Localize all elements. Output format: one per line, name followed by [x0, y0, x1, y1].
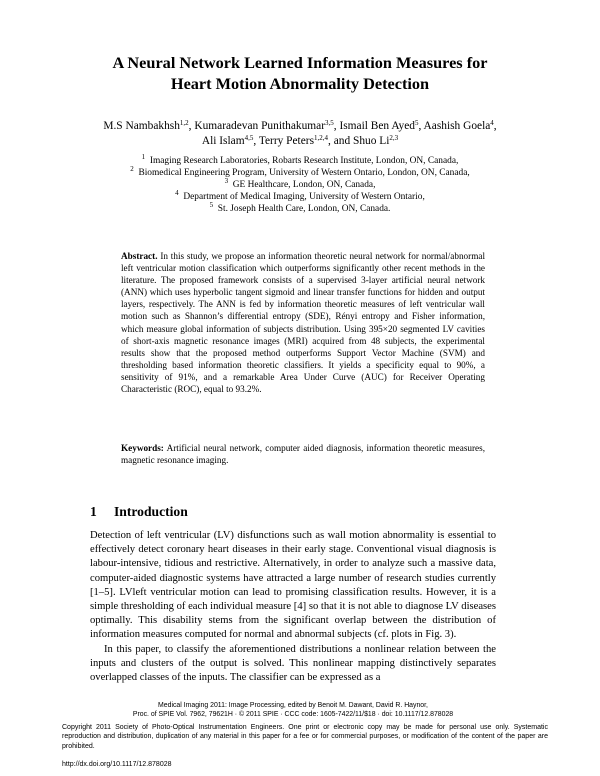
- author-affil-sup: 4,5: [244, 134, 254, 142]
- author-affil-sup: 3,5: [325, 119, 334, 127]
- author-affil-sup: 1,2: [179, 119, 189, 127]
- author-affil-sup: 5: [414, 119, 419, 127]
- section-heading: [90, 504, 188, 520]
- author-name: M.S Nambakhsh: [103, 120, 180, 132]
- abstract: [121, 250, 485, 395]
- author-name: Aashish Goela: [423, 120, 491, 132]
- author-name: Ismail Ben Ayed: [339, 120, 415, 132]
- author-name: Terry Peters: [258, 135, 314, 147]
- body-text: [90, 529, 496, 685]
- author-affil-sup: 4: [490, 119, 494, 127]
- affiliation: $^3$ GE Healthcare, London, ON, Canada,: [224, 177, 376, 190]
- abstract-text: In this study, we propose an information theoretic neural network for normal/abnormal left ventricular motion classification which outperforms significantly other recent methods in the literature. The proposed framework consists of a supervised 3-layer artificial neural network (ANN) which uses hyperbolic tangent sigmoid and linear transfer functions for hidden and output layers, respectively. The ANN is fed by information theoretic measures of left ventricular wall motion such as Shannon’s differential entropy (SDE), Rényi entropy and Fisher information, which measure global information of subjects distribution. Using 395×20 segmented LV cavities of short-axis magnetic resonance images (MRI) acquired from 48 subjects, the experimental results show that the proposed method outperforms Support Vector Machine (SVM) and thresholding based information theoretic classifiers. It yields a specificity equal to 90%, a sensitivity of 91%, and a remarkable Area Under Curve (AUC) for Receiver Operating Characteristic (ROC), equal to 93.2%.: [121, 251, 485, 395]
- paper-title: [40, 52, 560, 94]
- abstract-label: Abstract.: [121, 251, 158, 261]
- keywords-text: Artificial neural network, computer aided diagnosis, information theoretic measures, magnetic resonance imaging.: [121, 443, 485, 466]
- paragraph: Detection of left ventricular (LV) disfunctions such as wall motion abnormality is essential to effectively detect coronary heart diseases in their early stage. Conventional visual diagnosis is labour-intensive, tidious and restrictive. Alternatively, in order to analyze such a massive data, computer-aided diagnostic systems have attracted a large number of research studies currently [1–5]. LVleft ventricular motion can lead to promising classification results. However, it is a simple thresholding of each individual measure [4] so that it is not able to diagnose LV diseases optimally. This disability stems from the significant overlap between the distribution of information measures computed for normal and abnormal subjects (cf. plots in Fig. 3).: [90, 530, 496, 641]
- footer-line-1: Medical Imaging 2011: Image Processing, edited by Benoit M. Dawant, David R. Haynor,: [158, 702, 428, 709]
- keywords: [121, 442, 485, 466]
- affiliation: $^5$ St. Joseph Health Care, London, ON, Canada.: [209, 201, 391, 214]
- title-line-1: A Neural Network Learned Information Measures for: [112, 53, 488, 72]
- affiliation: $^2$ Biomedical Engineering Program, University of Western Ontario, London, ON, Canada,: [130, 165, 470, 178]
- author-name: Shuo Li: [353, 135, 390, 147]
- section-number: 1: [90, 504, 97, 519]
- copyright-notice: Copyright 2011 Society of Photo-Optical Instrumentation Engineers. One print or electronic copy may be made for personal use only. Systematic reproduction and distribution, duplication of any material in this paper for a fee or for commercial purposes, or modification of the content of the paper are prohibited.: [62, 724, 548, 750]
- author-name: Kumaradevan Punithakumar: [194, 120, 325, 132]
- affiliation: $^4$ Department of Medical Imaging, University of Western Ontario,: [175, 189, 425, 202]
- keywords-label: Keywords:: [121, 443, 164, 453]
- footer-line-2: Proc. of SPIE Vol. 7962, 79621H · © 2011 SPIE · CCC code: 1605-7422/11/$18 · doi: 10.1117/12.878028: [132, 711, 454, 719]
- author-affil-sup: 2,3: [389, 134, 399, 142]
- author-affil-sup: 1,2,4: [314, 134, 328, 142]
- title-line-2: Heart Motion Abnormality Detection: [170, 74, 430, 93]
- section-title: Introduction: [114, 504, 188, 519]
- author-name: Ali Islam: [201, 135, 245, 147]
- author-list: M.S Nambakhsh$^{1,2}$, Kumaradevan Punithakumar$^{3,5}$, Ismail Ben Ayed$^5$, Aashish Goela$^4$, Ali Islam$^{4,5}$, Terry Peters$^{1,2,4}$, and Shuo Li$^{2,3}$: [103, 119, 497, 147]
- doi-link[interactable]: http://dx.doi.org/10.1117/12.878028: [62, 761, 172, 768]
- paragraph: In this paper, to classify the aforementioned distributions a nonlinear relation between the inputs and clusters of the output is solved. This nonlinear mapping distinctively separates overlapped classes of the inputs. The classifier can be expressed as a: [90, 643, 496, 684]
- page-footer: [90, 701, 496, 720]
- affiliation: $^1$ Imaging Research Laboratories, Robarts Research Institute, London, ON, Canada,: [141, 153, 459, 166]
